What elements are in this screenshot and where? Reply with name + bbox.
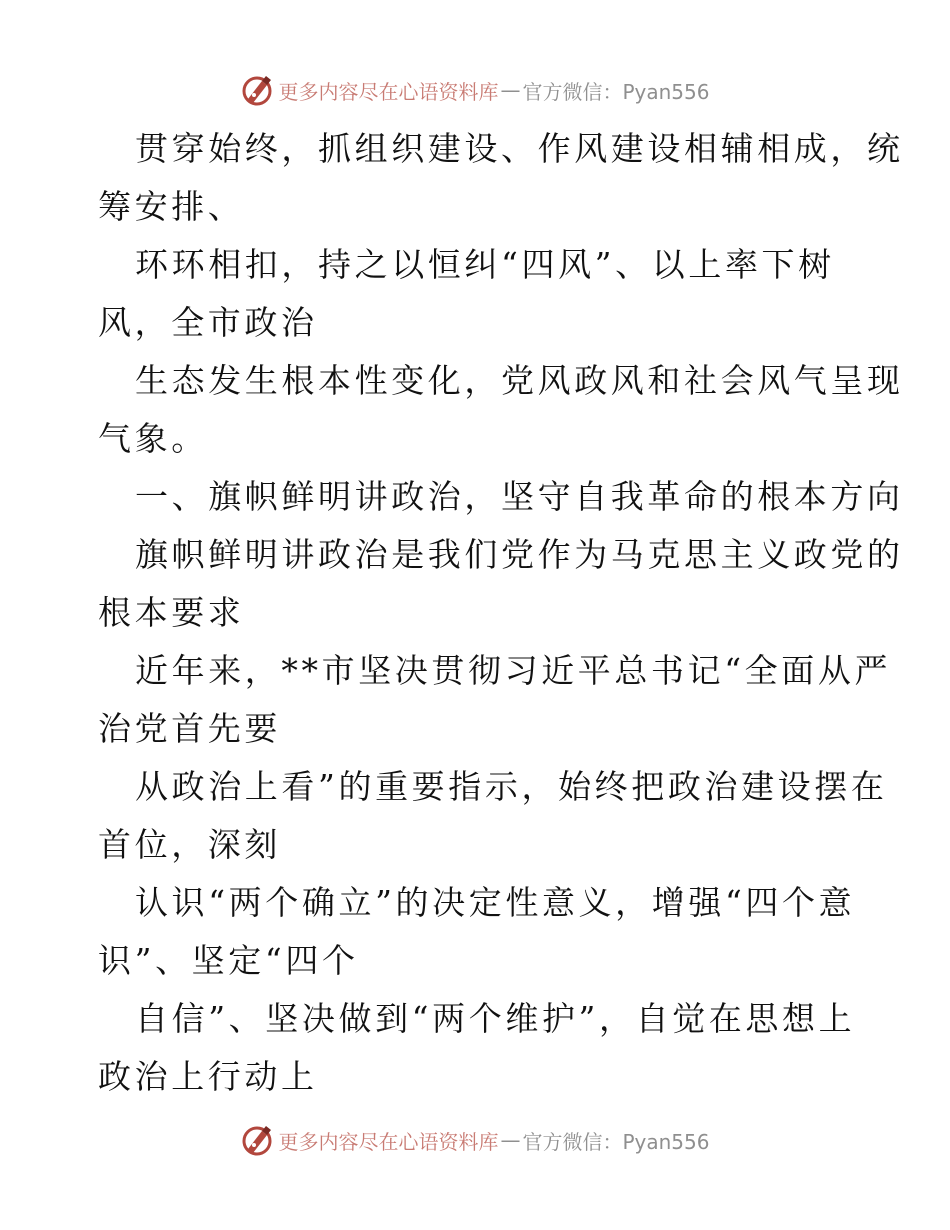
- text-line: 生态发生根本性变化，党风政风和社会风气呈现: [135, 361, 904, 400]
- text-line: 筹安排、: [98, 187, 245, 226]
- text-line: 旗帜鲜明讲政治是我们党作为马克思主义政党的: [135, 535, 904, 574]
- text-line: 自信”、坚决做到“两个维护”，自觉在思想上: [135, 999, 856, 1038]
- watermark-contact: 官方微信：Pyan556: [522, 79, 710, 104]
- text-line: 从政治上看”的重要指示，始终把政治建设摆在: [135, 767, 888, 806]
- watermark-dash: —: [500, 1128, 521, 1152]
- section-heading: 一、旗帜鲜明讲政治，坚守自我革命的根本方向: [135, 477, 904, 516]
- text-line: 贯穿始终，抓组织建设、作风建设相辅相成，统: [135, 129, 904, 168]
- text-line: 治党首先要: [98, 709, 281, 748]
- text-line: 识”、坚定“四个: [98, 941, 359, 980]
- pen-logo-icon: [240, 1123, 274, 1157]
- document-body: [98, 120, 904, 1106]
- watermark-dash: —: [500, 78, 521, 102]
- footer-watermark: [0, 1120, 950, 1160]
- text-line: 环环相扣，持之以恒纠“四风”、以上率下树: [135, 245, 835, 284]
- watermark-brand: 更多内容尽在心语资料库: [278, 1129, 499, 1154]
- text-line: 近年来，**市坚决贯彻习近平总书记“全面从严: [135, 651, 892, 690]
- text-line: 根本要求: [98, 593, 245, 632]
- watermark-contact: 官方微信：Pyan556: [522, 1129, 710, 1154]
- watermark-brand: 更多内容尽在心语资料库: [278, 79, 499, 104]
- text-line: 气象。: [98, 419, 208, 458]
- text-line: 认识“两个确立”的决定性意义，增强“四个意: [135, 883, 856, 922]
- text-line: 风，全市政治: [98, 303, 318, 342]
- text-line: 首位，深刻: [98, 825, 281, 864]
- pen-logo-icon: [240, 73, 274, 107]
- header-watermark: [0, 70, 950, 110]
- text-line: 政治上行动上: [98, 1057, 318, 1096]
